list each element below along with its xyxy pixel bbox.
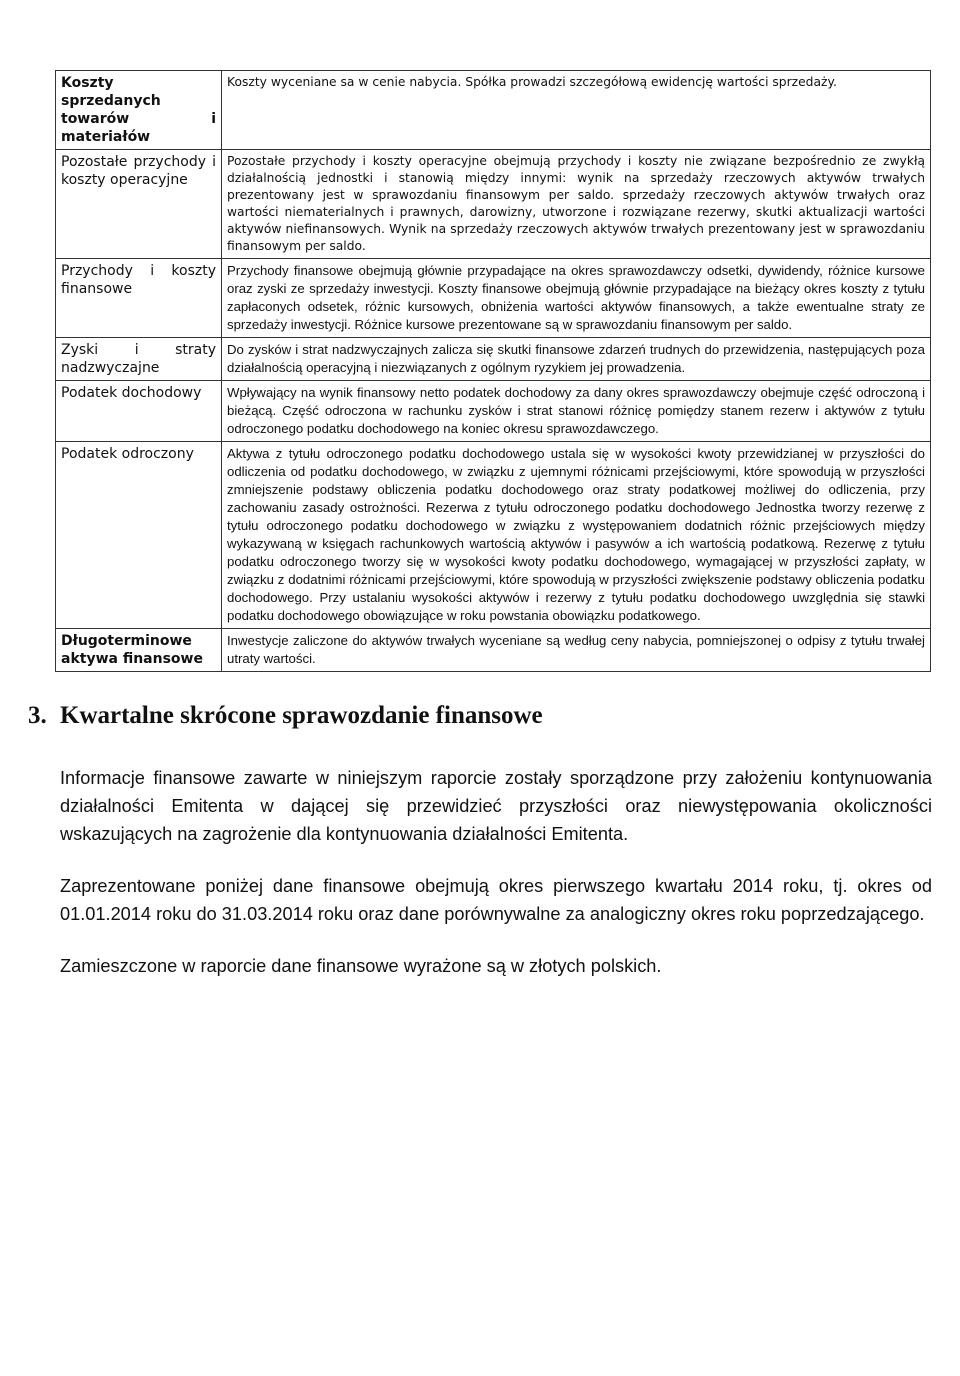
description-cell: Przychody finansowe obejmują głównie przypadające na okres sprawozdawczy odsetki, dywidendy, różnice kursowe oraz zyski ze sprzedaży inwestycji. Koszty finansowe obejmują głównie przypadające na bieżący okres koszty z tytułu zapłaconych odsetek, różnic kursowych, obniżenia wartości aktywów finansowych, a także ewentualne straty ze sprzedaży inwestycji. Różnice kursowe prezentowane są w sprawozdaniu finansowym per saldo. xyxy=(222,259,931,338)
table-row xyxy=(56,381,931,442)
paragraph-going-concern: Informacje finansowe zawarte w niniejszym raporcie zostały sporządzone przy założeniu kontynuowania działalności Emitenta w dającej się przewidzieć przyszłości oraz niewystępowania okoliczności wskazujących na zagrożenie dla kontynuowania działalności Emitenta. xyxy=(60,768,932,844)
term-cell: Pozostałe przychody i koszty operacyjne xyxy=(56,150,222,259)
section-heading xyxy=(28,700,908,732)
table-row xyxy=(56,259,931,338)
description-cell: Pozostałe przychody i koszty operacyjne obejmują przychody i koszty nie związane bezpośrednio ze zwykłą działalnością jednostki i stanowią między innymi: wynik na sprzedaży rzeczowych aktywów trwałych prezentowany jest w sprawozdaniu finansowym per saldo. sprzedaży rzeczowych aktywów trwałych oraz wartości niematerialnych i prawnych, darowizny, utworzone i rozwiązane rezerwy, skutki aktualizacji wartości aktywów niefinansowych. Wynik na sprzedaży rzeczowych aktywów trwałych prezentowany jest w sprawozdaniu finansowym per saldo. xyxy=(222,150,931,259)
description-cell: Wpływający na wynik finansowy netto podatek dochodowy za dany okres sprawozdawczy obejmuje część odroczoną i bieżącą. Część odroczona w rachunku zysków i strat stanowi różnicę pomiędzy stanem rezerw i aktywów z tytułu odroczonego podatku dochodowego na koniec okresu sprawozdawczego. xyxy=(222,381,931,442)
accounting-policy-table xyxy=(55,70,931,672)
table-row xyxy=(56,442,931,629)
term-cell: Przychody i koszty finansowe xyxy=(56,259,222,338)
description-cell: Do zysków i strat nadzwyczajnych zalicza się skutki finansowe zdarzeń trudnych do przewidzenia, następujących poza działalnością operacyjną i niezwiązanych z ogólnym ryzykiem jej prowadzenia. xyxy=(222,338,931,381)
paragraph-currency: Zamieszczone w raporcie dane finansowe wyrażone są w złotych polskich. xyxy=(60,956,662,976)
section-number: 3. xyxy=(28,702,47,729)
term-cell: Podatek odroczony xyxy=(56,442,222,629)
term-cell: Zyski i straty nadzwyczajne xyxy=(56,338,222,381)
description-cell: Inwestycje zaliczone do aktywów trwałych wyceniane są według ceny nabycia, pomniejszonej o odpisy z tytułu trwałej utraty wartości. xyxy=(222,629,931,672)
table-row xyxy=(56,338,931,381)
term-cell: Koszty sprzedanych towarów i materiałów xyxy=(56,71,222,150)
term-cell: Długoterminowe aktywa finansowe xyxy=(56,629,222,672)
term-cell: Podatek dochodowy xyxy=(56,381,222,442)
policy-table-body xyxy=(56,71,931,672)
table-row xyxy=(56,71,931,150)
description-cell: Aktywa z tytułu odroczonego podatku dochodowego ustala się w wysokości kwoty przewidzianej w przyszłości do odliczenia od podatku dochodowego, w związku z ujemnymi różnicami przejściowymi, które spowodują w przyszłości zmniejszenie podstawy obliczenia podatku dochodowego oraz straty podatkowej możliwej do odliczenia, przy zachowaniu zasady ostrożności. Rezerwa z tytułu odroczonego podatku dochodowego Jednostka tworzy rezerwę z tytułu odroczonego podatku dochodowego w związku z występowaniem dodatnich różnic przejściowych między wykazywaną w księgach rachunkowych wartością aktywów i pasywów a ich wartością podatkową. Rezerwę z tytułu podatku odroczonego tworzy się w wysokości kwoty podatku dochodowego, wymagającej w przyszłości zapłaty, w związku z dodatnimi różnicami przejściowymi, które spowodują w przyszłości zwiększenie podstawy obliczenia podatku dochodowego. Przy ustalaniu wysokości aktywów i rezerwy z tytułu podatku dochodowego uwzględnia się stawki podatku dochodowego obowiązujące w roku powstania obowiązku podatkowego. xyxy=(222,442,931,629)
table-row xyxy=(56,150,931,259)
section-3 xyxy=(28,700,932,1004)
section-title: Kwartalne skrócone sprawozdanie finansowe xyxy=(60,702,543,729)
description-cell: Koszty wyceniane sa w cenie nabycia. Spółka prowadzi szczegółową ewidencję wartości sprzedaży. xyxy=(222,71,931,150)
table-row xyxy=(56,629,931,672)
paragraph-reporting-period: Zaprezentowane poniżej dane finansowe obejmują okres pierwszego kwartału 2014 roku, tj. okres od 01.01.2014 roku do 31.03.2014 roku oraz dane porównywalne za analogiczny okres roku poprzedzającego. xyxy=(60,876,932,924)
